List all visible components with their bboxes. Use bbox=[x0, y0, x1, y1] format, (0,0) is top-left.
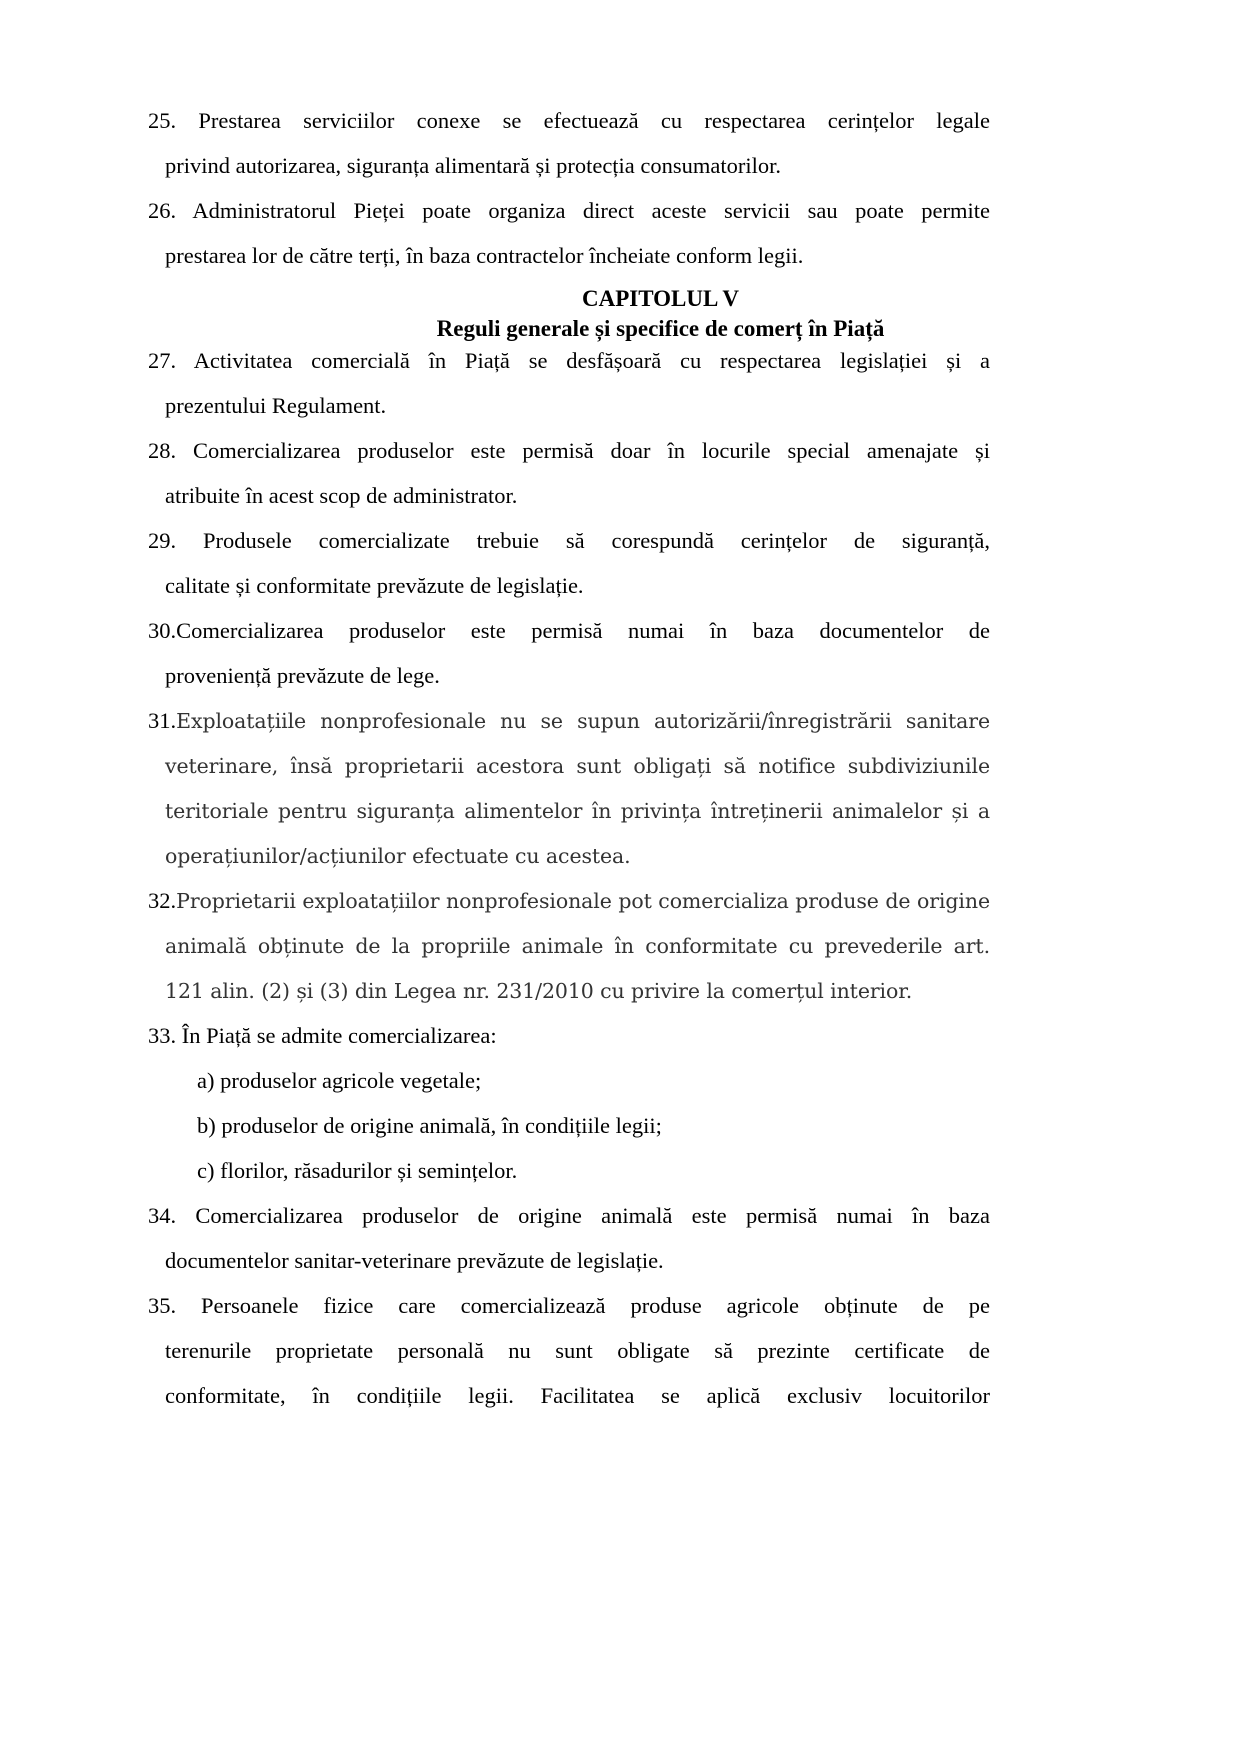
item-31-line-4: operațiunilor/acțiunilor efectuate cu acestea. bbox=[165, 844, 631, 868]
item-31-line-3: teritoriale pentru siguranța alimentelor în privința întreținerii animalelor și a bbox=[165, 799, 990, 823]
item-text: Prestarea serviciilor conexe se efectuează cu respectarea cerințelor legale bbox=[198, 108, 990, 133]
item-26-line-1 bbox=[148, 196, 990, 226]
item-text: Comercializarea produselor este permisă doar în locurile special amenajate și bbox=[193, 438, 991, 463]
item-33-subitem-b: b) produselor de origine animală, în condițiile legii; bbox=[197, 1113, 662, 1138]
item-number: 32. bbox=[148, 888, 177, 913]
item-text: Administratorul Pieței poate organiza direct aceste servicii sau poate permite bbox=[192, 198, 990, 223]
item-text: Comercializarea produselor de origine animală este permisă numai în baza bbox=[195, 1203, 990, 1228]
chapter-title: CAPITOLUL V bbox=[581, 286, 739, 311]
item-25-line-1 bbox=[148, 106, 990, 136]
item-29-line-2: calitate și conformitate prevăzute de legislație. bbox=[165, 573, 584, 598]
item-29-line-1 bbox=[148, 526, 990, 556]
item-text: Produsele comercializate trebuie să corespundă cerințelor de siguranță, bbox=[202, 528, 990, 553]
item-28-line-2: atribuite în acest scop de administrator. bbox=[165, 483, 518, 508]
item-number: 27. bbox=[148, 348, 177, 373]
item-number: 31. bbox=[148, 708, 177, 733]
item-number: 25. bbox=[148, 108, 177, 133]
item-27-line-2: prezentului Regulament. bbox=[165, 393, 387, 418]
item-34-line-1 bbox=[148, 1201, 990, 1231]
item-text: Persoanele fizice care comercializează produse agricole obținute de pe bbox=[201, 1293, 990, 1318]
item-31-line-2: veterinare, însă proprietarii acestora sunt obligați să notifice subdiviziunile bbox=[165, 754, 990, 778]
item-33-subitem-a: a) produselor agricole vegetale; bbox=[197, 1068, 482, 1093]
item-32-line-3: 121 alin. (2) și (3) din Legea nr. 231/2010 cu privire la comerțul interior. bbox=[165, 979, 913, 1003]
item-text: Proprietarii exploatațiilor nonprofesionale pot comercializa produse de origine bbox=[176, 889, 990, 913]
item-number: 26. bbox=[148, 198, 177, 223]
item-text: Exploatațiile nonprofesionale nu se supun autorizării/înregistrării sanitare bbox=[176, 709, 990, 733]
item-text: În Piață se admite comercializarea: bbox=[181, 1023, 497, 1048]
item-34-line-2: documentelor sanitar-veterinare prevăzute de legislație. bbox=[165, 1248, 664, 1273]
item-33-line-1 bbox=[148, 1021, 497, 1051]
chapter-subtitle: Reguli generale și specifice de comerț în Piață bbox=[436, 316, 885, 341]
item-27-line-1 bbox=[148, 346, 990, 376]
item-number: 35. bbox=[148, 1293, 177, 1318]
item-text: Activitatea comercială în Piață se desfășoară cu respectarea legislației și a bbox=[193, 348, 990, 373]
item-31-line-1 bbox=[148, 706, 990, 736]
item-32-line-2: animală obținute de la propriile animale în conformitate cu prevederile art. bbox=[165, 934, 990, 958]
item-text: Comercializarea produselor este permisă numai în baza documentelor de bbox=[176, 618, 990, 643]
item-number: 28. bbox=[148, 438, 177, 463]
item-33-subitem-c: c) florilor, răsadurilor și semințelor. bbox=[197, 1158, 518, 1183]
item-number: 29. bbox=[148, 528, 177, 553]
item-number: 34. bbox=[148, 1203, 177, 1228]
item-25-line-2: privind autorizarea, siguranța alimentară și protecția consumatorilor. bbox=[165, 153, 782, 178]
item-number: 30. bbox=[148, 618, 177, 643]
item-number: 33. bbox=[148, 1023, 177, 1048]
item-26-line-2: prestarea lor de către terți, în baza contractelor încheiate conform legii. bbox=[165, 243, 804, 268]
item-28-line-1 bbox=[148, 436, 990, 466]
item-35-line-3: conformitate, în condițiile legii. Facilitatea se aplică exclusiv locuitorilor bbox=[165, 1383, 990, 1408]
item-35-line-1 bbox=[148, 1291, 990, 1321]
item-32-line-1 bbox=[148, 886, 990, 916]
item-30-line-1 bbox=[148, 616, 990, 646]
item-35-line-2: terenurile proprietate personală nu sunt obligate să prezinte certificate de bbox=[165, 1338, 990, 1363]
item-30-line-2: proveniență prevăzute de lege. bbox=[165, 663, 440, 688]
